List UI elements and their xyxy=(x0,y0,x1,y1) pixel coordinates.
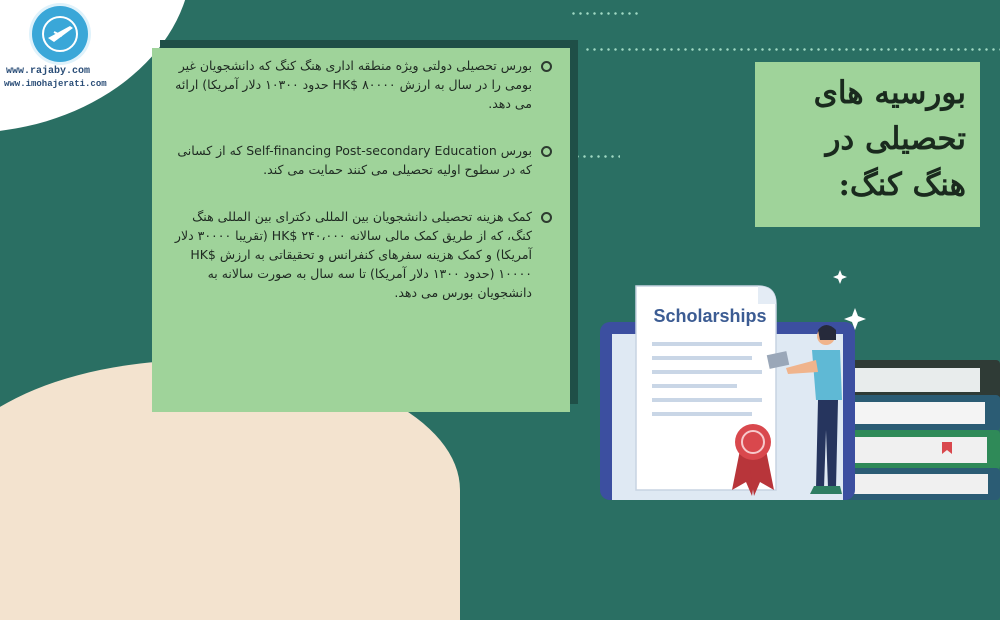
page-title: بورسیه های تحصیلی در هنگ کنگ: xyxy=(813,75,966,203)
list-item xyxy=(166,141,552,179)
bullet-icon xyxy=(541,61,552,72)
brand-url-1[interactable]: www.rajaby.com xyxy=(6,66,91,77)
dotted-line xyxy=(570,12,640,15)
brand-url-2[interactable]: www.imohajerati.com xyxy=(4,79,107,89)
list-item xyxy=(166,56,552,113)
certificate-title: Scholarships xyxy=(653,306,767,326)
dotted-line xyxy=(584,48,1000,51)
list-item-text: بورس Self-financing Post-secondary Education که از کسانی که در سطوح اولیه تحصیلی می کنند حمایت می کند. xyxy=(177,143,532,177)
title-box xyxy=(755,62,980,227)
books-icon xyxy=(840,360,1000,500)
list-item-text: کمک هزینه تحصیلی دانشجویان بین المللی دکترای بین المللی هنگ کنگ، که از طریق کمک مالی سالانه HK$ ۲۴۰،۰۰۰ (تقریبا ۳۰۰۰۰ دلار آمریکا) و کمک هزینه سفرهای کنفرانس و تحقیقاتی به ارزش HK$ ۱۰۰۰۰ (حدود ۱۳۰۰ دلار آمریکا) تا سه سال به صورت سالانه به دانشجویان بورس می دهد. xyxy=(174,209,532,300)
list-item xyxy=(166,207,552,302)
scholarship-illustration xyxy=(590,250,1000,500)
sparkle-icon xyxy=(833,270,866,330)
scholarship-list-panel xyxy=(152,48,570,412)
bullet-icon xyxy=(541,146,552,157)
list-item-text: بورس تحصیلی دولتی ویژه منطقه اداری هنگ کنگ که دانشجویان غیر بومی را در سال به ارزش HK$ ۸۰۰۰۰ حدود ۱۰۳۰۰ دلار آمریکا) ارائه می دهد. xyxy=(175,58,532,111)
brand-logo-icon xyxy=(32,6,88,62)
bullet-icon xyxy=(541,212,552,223)
ribbon-seal-icon xyxy=(732,424,774,496)
